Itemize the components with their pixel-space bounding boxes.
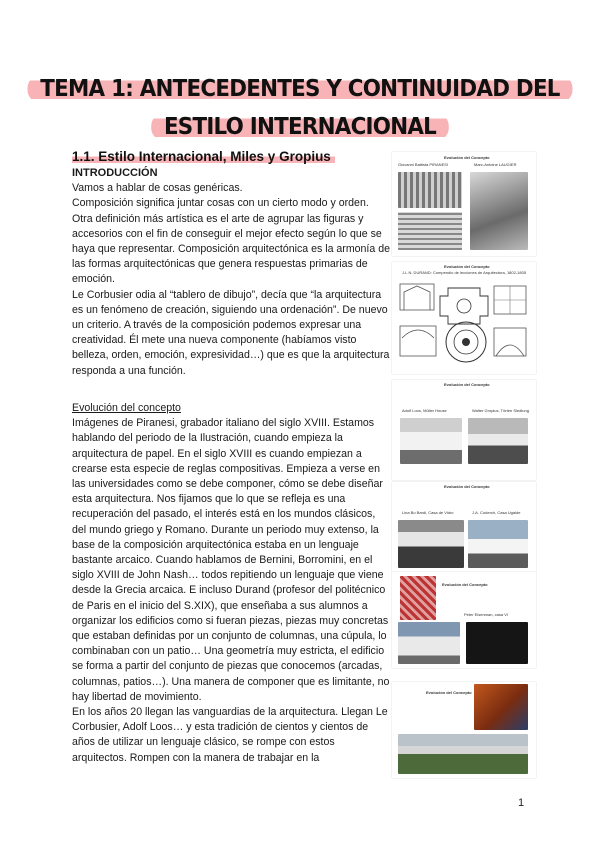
- intro-paragraph: Vamos a hablar de cosas genéricas.: [72, 182, 243, 195]
- axonometric-drawing: [466, 622, 528, 664]
- house-photo: [398, 622, 460, 664]
- building-photo: [398, 520, 464, 568]
- slide-caption-left: Giovanni Battista PIRANESI: [398, 162, 449, 167]
- slide-title: Evolución del Concepto: [426, 690, 472, 695]
- durand-plans-image: [396, 278, 532, 370]
- engraving-image: [398, 172, 462, 208]
- slide-thumbnail-6: [392, 682, 536, 778]
- evolution-heading: Evolución del concepto: [72, 402, 181, 414]
- intro-subheading: INTRODUCCIÓN: [72, 167, 158, 179]
- engraving-image: [470, 172, 528, 250]
- building-photo: [474, 684, 528, 730]
- building-photo: [400, 418, 462, 464]
- slide-thumbnail-5: [392, 572, 536, 668]
- slide-title: Evolución del Concepto: [444, 484, 490, 489]
- evolution-column: [72, 401, 390, 766]
- landscape-photo: [398, 734, 528, 774]
- title-line-2: ESTILO INTERNACIONAL: [21, 114, 579, 140]
- slide-thumbnail-1: [392, 152, 536, 256]
- cube-model-image: [400, 576, 436, 620]
- intro-column: [72, 166, 390, 379]
- title-line-1: TEMA 1: ANTECEDENTES Y CONTINUIDAD DEL: [21, 76, 579, 102]
- slide-thumbnail-3: [392, 380, 536, 480]
- intro-paragraph: Composición significa juntar cosas con un cierto modo y orden. Otra definición más artística es el arte de agrupar las figuras y accesorios con el fin de conseguir el mejor efecto según lo que se haya que representar. Composición arquitectónica es la armonía de las formas arquitectónicas que genera respuestas primarias de emoción.: [72, 197, 390, 286]
- slide-thumbnail-2: [392, 262, 536, 374]
- slide-caption-left: Lina Bo Bardi, Casa de Vidro: [402, 510, 454, 515]
- evolution-paragraph: En los años 20 llegan las vanguardias de la arquitectura. Llegan Le Corbusier, Adolf Loos… y esta tradición de cientos y cientos de años de utilizar un lenguaje clásico, se rompe con estos arquitectos. Rompen con la manera de trabajar en la: [72, 706, 388, 764]
- slide-caption-right: J.A. Coderch, Casa Ugalde: [472, 510, 521, 515]
- slide-title: Evolución del Concepto: [442, 582, 488, 587]
- slide-caption-right: Peter Eisenman, casa VI: [464, 612, 509, 617]
- slide-title: Evolución del Concepto: [444, 155, 490, 160]
- engraving-image: [398, 212, 462, 250]
- slide-subtitle: J.L.N. DURAND: Compendio de lecciones de Arquitectura, 1802-1805: [402, 270, 527, 275]
- building-photo: [468, 418, 528, 464]
- section-heading: 1.1. Estilo Internacional, Miles y Gropius: [72, 149, 335, 164]
- page-number: 1: [518, 797, 525, 809]
- slide-caption-right: Walter Gropius, Törten Siedlung: [472, 408, 529, 413]
- evolution-paragraph: Imágenes de Piranesi, grabador italiano del siglo XVIII. Estamos hablando del periodo de la Ilustración, cuando empieza la arquitectura de papel. En el siglo XVIII es cuando empiezan a crearse esta especie de reglas compositivas. Empieza a verse en las universidades como se debe componer, cómo se debe diseñar esta arquitectura. Nos fijamos que lo que se refleja es una recuperación del pasado, el interés está en los mundos clásicos, del mundo griego y Romano. Durante un periodo muy extenso, la base de la composición arquitectónica estaba en un lenguaje bastante arcaico. Cuando hablamos de Bernini, Borromini, en el siglo XVIII de John Nash… todos repitiendo un lenguaje que viene desde la Grecia arcaica. E incluso Durand (profesor del politécnico de Paris en el inicio del S.XIX), que enseñaba a sus alumnos a organizar los edificios como si fueran piezas, piezas muy concretas que estaban definidas por un conjunto de columnas, una cúpula, lo combinaban con un patio… Una geometría muy estricta, el edificio se forma a partir del conjunto de piezas que conocemos (arcadas, columnas, patios…). Una manera de componer que es limitante, no hay libertad de movimiento.: [72, 417, 390, 703]
- building-photo: [468, 520, 528, 568]
- slide-title: Evolución del Concepto: [444, 264, 490, 269]
- slide-thumbnail-4: [392, 482, 536, 572]
- intro-paragraph: Le Corbusier odia al “tablero de dibujo”, decía que “la arquitectura es un fenómeno de creación, siguiendo una ordenación”. De nuevo un criterio. A través de la composición podemos expresar una creatividad. Él mete una nueva componente (habíamos visto belleza, orden, emoción, expresividad…) que es que la arquitectura responda a una función.: [72, 288, 390, 377]
- slide-caption-right: Marc-Antoine LAUGIER: [474, 162, 517, 167]
- slide-caption-left: Adolf Loos, Müller House: [402, 408, 447, 413]
- slide-title: Evolución del Concepto: [444, 382, 490, 387]
